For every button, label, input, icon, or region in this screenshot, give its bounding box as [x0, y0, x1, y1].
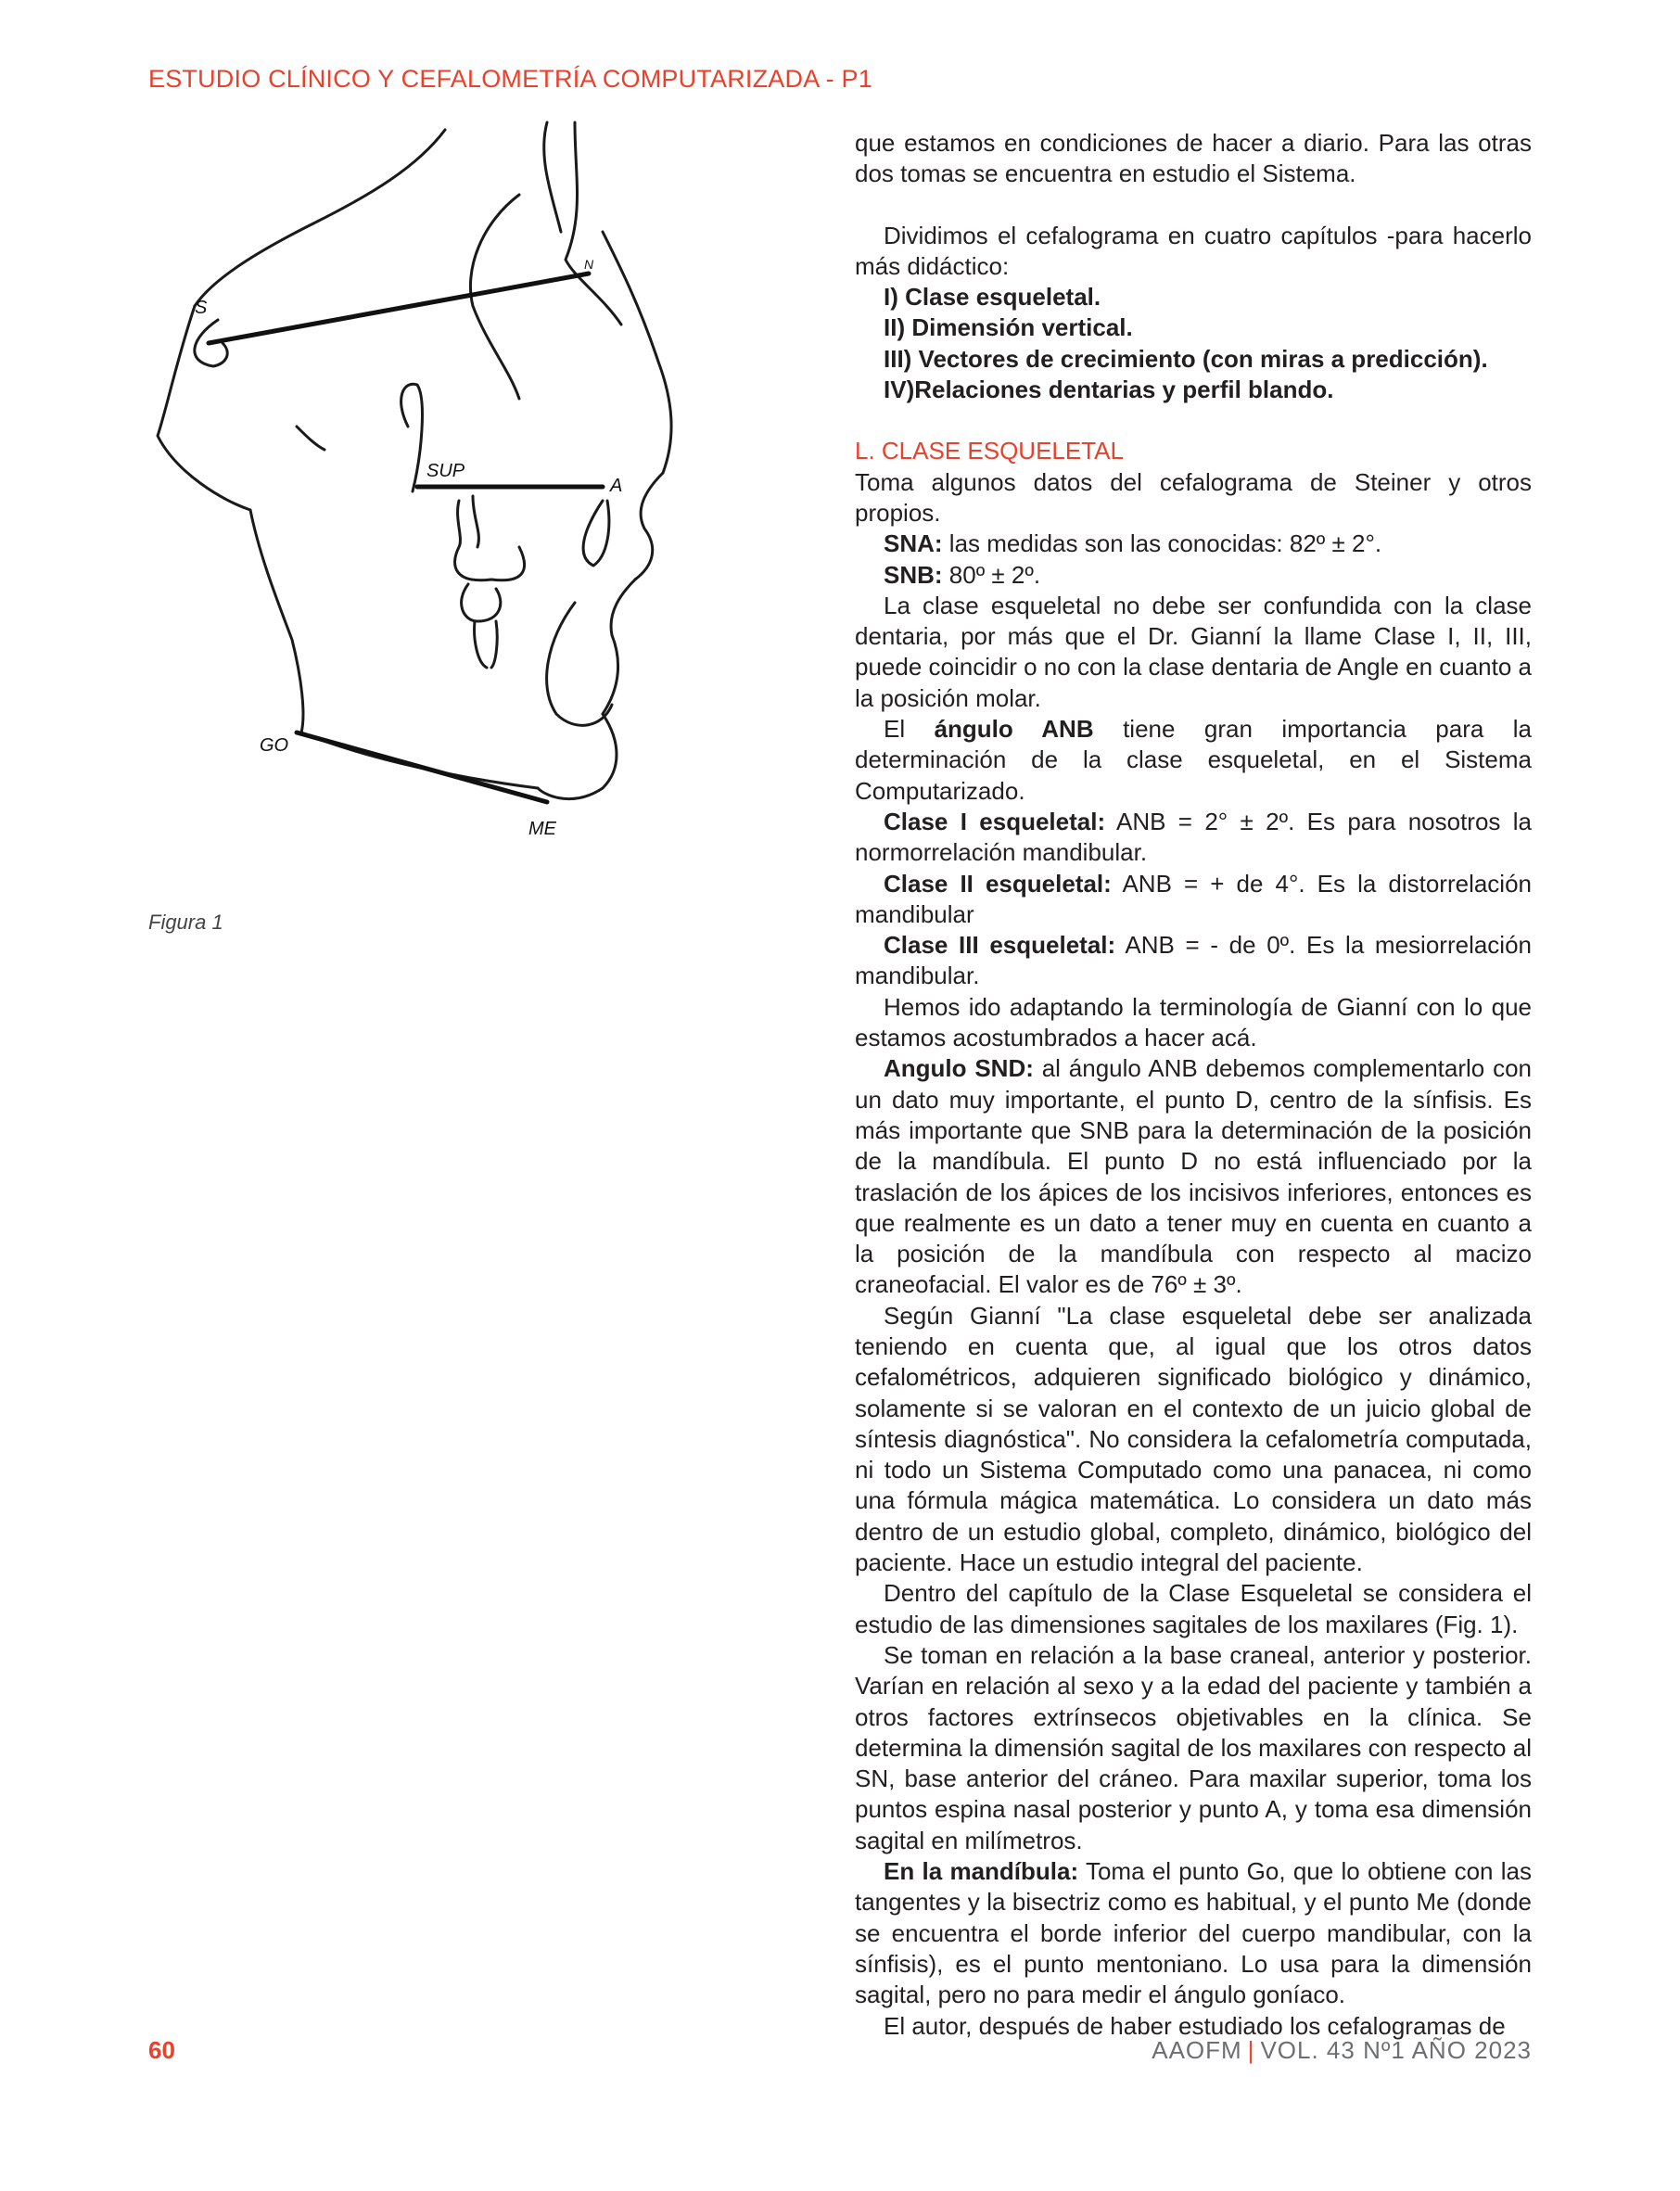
term-text: 80º ± 2º.: [942, 560, 1041, 589]
go-me-line: [297, 732, 547, 802]
upper-lip-profile: [635, 473, 663, 580]
journal-volume: VOL. 43 Nº1 AÑO 2023: [1260, 2036, 1532, 2064]
term-text: ANB = - de 0º. Es la mesiorrelación mandibular.: [855, 931, 1532, 990]
ramus-contour: [250, 510, 303, 732]
chapter-item: I) Clase esqueletal.: [884, 283, 1101, 312]
term-label: Clase II esqueletal:: [884, 869, 1112, 898]
paragraph: que estamos en condiciones de hacer a diario. Para las otras dos tomas se encuentra en estudio el Sistema.: [855, 129, 1532, 188]
paragraph: Dividimos el cefalograma en cuatro capítulos -para hacerlo más didáctico:: [855, 221, 1532, 280]
forehead-contour: [544, 122, 561, 232]
body-column: [855, 128, 1532, 2042]
pterygomaxillary-fissure: [401, 384, 423, 491]
upper-incisor: [583, 501, 609, 566]
term-label: SNA:: [884, 529, 943, 558]
paragraph-class-3: [855, 930, 1532, 992]
mandible-lower-border: [301, 732, 538, 788]
paragraph-class-2: [855, 869, 1532, 931]
term-label: Clase III esqueletal:: [884, 931, 1116, 960]
symphysis: [547, 603, 612, 725]
molar-upper: [455, 496, 525, 580]
label-me: ME: [528, 819, 556, 839]
paragraph-class-1: [855, 807, 1532, 869]
paragraph: Según Gianní "La clase esqueletal debe ser analizada teniendo en cuenta que, al igual que los otros datos cefalométricos, adquieren significado biológico y dinámico, solamente si se valoran en el contexto de un juicio global de síntesis diagnóstica". No considera la cefalometría computada, ni todo un Sistema Computado como una panacea, ni como una fórmula mágica matemática. Lo considera un dato más dentro de un estudio global, completo, dinámico, biológico del paciente. Hace un estudio integral del paciente.: [855, 1301, 1532, 1577]
term-label: ángulo ANB: [934, 715, 1094, 744]
page-number: 60: [148, 2036, 175, 2064]
chapter-item: III) Vectores de crecimiento (con miras a predicción).: [884, 344, 1488, 373]
label-n: N: [584, 257, 594, 272]
paragraph-snd: [855, 1053, 1532, 1300]
figure-caption: Figura 1: [148, 911, 223, 934]
paragraph-mandible: [855, 1856, 1532, 2010]
cranial-contour: [195, 130, 445, 306]
paragraph-sna: [855, 529, 1532, 559]
term-label: Clase I esqueletal:: [884, 807, 1106, 835]
paragraph-anb: [855, 714, 1532, 807]
chapter-list: [855, 282, 1532, 405]
footer-separator: |: [1247, 2036, 1255, 2064]
cephalogram-tracing: [139, 121, 825, 918]
journal-info: [1152, 2036, 1532, 2065]
sn-line: [209, 274, 589, 343]
term-label: Angulo SND:: [884, 1054, 1034, 1083]
term-text: las medidas son las conocidas: 82º ± 2°.: [942, 529, 1382, 558]
term-text: Toma el punto Go, que lo obtiene con las tangentes y la bisectriz como es habitual, y el punto Me (donde se encuentra el borde inferior del cuerpo mandibular, con la sínfisis), es el punto mentoniano. Lo usa para la dimensión sagital, pero no para medir el ángulo goníaco.: [855, 1857, 1533, 2009]
paragraph: El autor, después de haber estudiado los cefalogramas de: [884, 2011, 1506, 2040]
chapter-item: IV)Relaciones dentarias y perfil blando.: [884, 376, 1334, 404]
molar-lower: [462, 584, 501, 668]
paragraph: La clase esqueletal no debe ser confundida con la clase dentaria, por más que el Dr. Gianní la llame Clase I, II, III, puede coincidir o no con la clase dentaria de Angle en cuanto a la posición molar.: [855, 591, 1532, 712]
term-label: En la mandíbula:: [884, 1857, 1079, 1886]
paragraph-snb: [855, 560, 1532, 591]
term-text: al ángulo ANB debemos complementarlo con un dato muy importante, el punto D, centro de la sínfisis. Es más importante que SNB para la determinación de la posición de la mandíbula. El punto D no está influenciado por la traslación de los ápices de los incisivos inferiores, entonces es que realmente es un dato a tener muy en cuenta en cuanto a la posición de la mandíbula con respecto al macizo craneofacial. El valor es de 76º ± 3º.: [855, 1054, 1532, 1299]
running-header: ESTUDIO CLÍNICO Y CEFALOMETRÍA COMPUTARIZADA - P1: [148, 65, 872, 93]
section-title: L. CLASE ESQUELETAL: [855, 437, 1124, 465]
cephalogram-figure: [139, 121, 825, 918]
pterygoid-contour: [297, 427, 325, 450]
nose-profile: [603, 232, 671, 473]
label-a: A: [610, 476, 623, 496]
lower-lip-profile: [603, 580, 635, 714]
paragraph: Se toman en relación a la base craneal, anterior y posterior. Varían en relación al sexo y a la edad del paciente y también a otros factores extrínsecos objetivables en la clínica. Se determina la dimensión sagital de los maxilares con respecto al SN, base anterior del cráneo. Para maxilar superior, toma los puntos espina nasal posterior y punto A, y toma esa dimensión sagital en milímetros.: [855, 1640, 1532, 1854]
term-text: ANB = + de 4°. Es la distorrelación mandibular: [855, 869, 1533, 928]
label-s: S: [195, 298, 208, 318]
nasal-bone: [566, 122, 621, 325]
chin-profile: [538, 714, 617, 799]
paragraph: Hemos ido adaptando la terminología de Gianní con lo que estamos acostumbrados a hacer acá.: [855, 992, 1532, 1052]
term-label: SNB:: [884, 560, 943, 589]
term-text: tiene gran importancia para la determinación de la clase esqueletal, en el Sistema Computarizado.: [855, 715, 1532, 805]
label-go: GO: [260, 735, 289, 756]
label-sup: SUP: [426, 461, 465, 481]
paragraph: Dentro del capítulo de la Clase Esqueletal se considera el estudio de las dimensiones sagitales de los maxilares (Fig. 1).: [855, 1579, 1532, 1638]
orbit-contour: [470, 195, 519, 399]
journal-name: AAOFM: [1152, 2036, 1242, 2064]
term-text: El: [884, 715, 935, 744]
chapter-item: II) Dimensión vertical.: [884, 313, 1133, 342]
paragraph: Toma algunos datos del cefalograma de Steiner y otros propios.: [855, 467, 1532, 527]
term-text: ANB = 2° ± 2º. Es para nosotros la normorrelación mandibular.: [855, 807, 1532, 867]
